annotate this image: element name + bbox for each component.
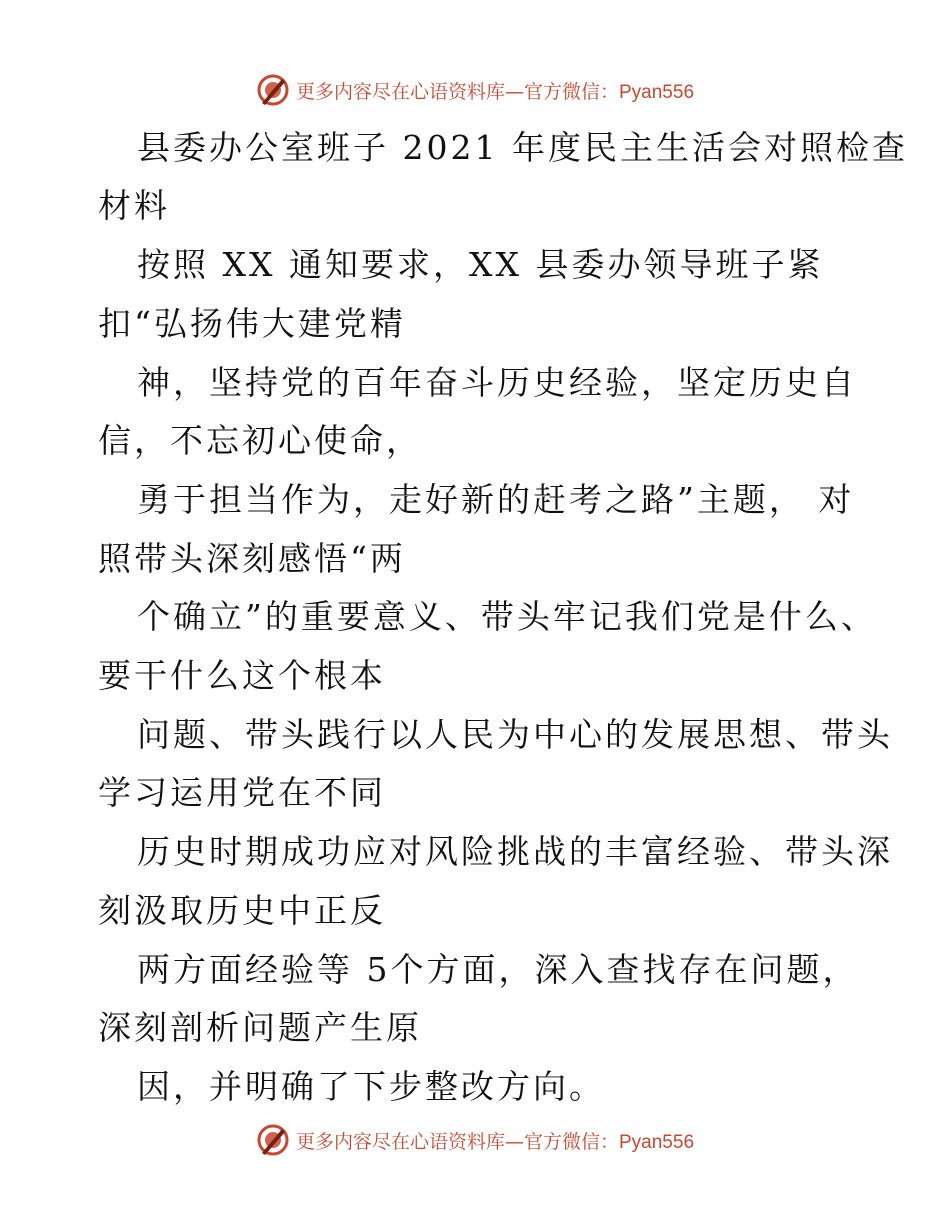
text-line: 照带头深刻感悟“两 — [98, 539, 406, 578]
watermark-text: 更多内容尽在心语资料库—官方微信： — [295, 80, 619, 103]
text-line: 因，并明确了下步整改方向。 — [137, 1067, 605, 1106]
text-line: 刻汲取历史中正反 — [98, 891, 386, 930]
text-line: 问题、带头践行以人民为中心的发展思想、带头 — [137, 715, 893, 754]
text-line: 历史时期成功应对风险挑战的丰富经验、带头深 — [137, 832, 893, 871]
text-line: 县委办公室班子 2021 年度民主生活会对照检查 — [137, 128, 908, 167]
header-watermark — [0, 70, 950, 110]
text-line: 神，坚持党的百年奋斗历史经验，坚定历史自 — [137, 363, 857, 402]
text-line: 信，不忘初心使命， — [98, 421, 422, 460]
watermark-text: 更多内容尽在心语资料库—官方微信： — [295, 1130, 619, 1153]
text-line: 扣“弘扬伟大建党精 — [98, 304, 406, 343]
text-line: 个确立”的重要意义、带头牢记我们党是什么、 — [137, 597, 877, 636]
watermark-wechat-id: Pyan556 — [619, 1131, 695, 1153]
quill-seal-icon — [256, 1123, 290, 1157]
text-line: 两方面经验等 5个方面，深入查找存在问题， — [137, 950, 859, 989]
text-line: 要干什么这个根本 — [98, 656, 386, 695]
text-line: 材料 — [98, 186, 170, 225]
text-line: 勇于担当作为，走好新的赶考之路”主题， 对 — [137, 480, 855, 519]
text-line: 学习运用党在不同 — [98, 773, 386, 812]
watermark-wechat-id: Pyan556 — [619, 81, 695, 103]
text-line: 按照 XX 通知要求，XX 县委办领导班子紧 — [137, 245, 824, 284]
text-line: 深刻剖析问题产生原 — [98, 1008, 422, 1047]
footer-watermark — [0, 1120, 950, 1160]
quill-seal-icon — [256, 73, 290, 107]
